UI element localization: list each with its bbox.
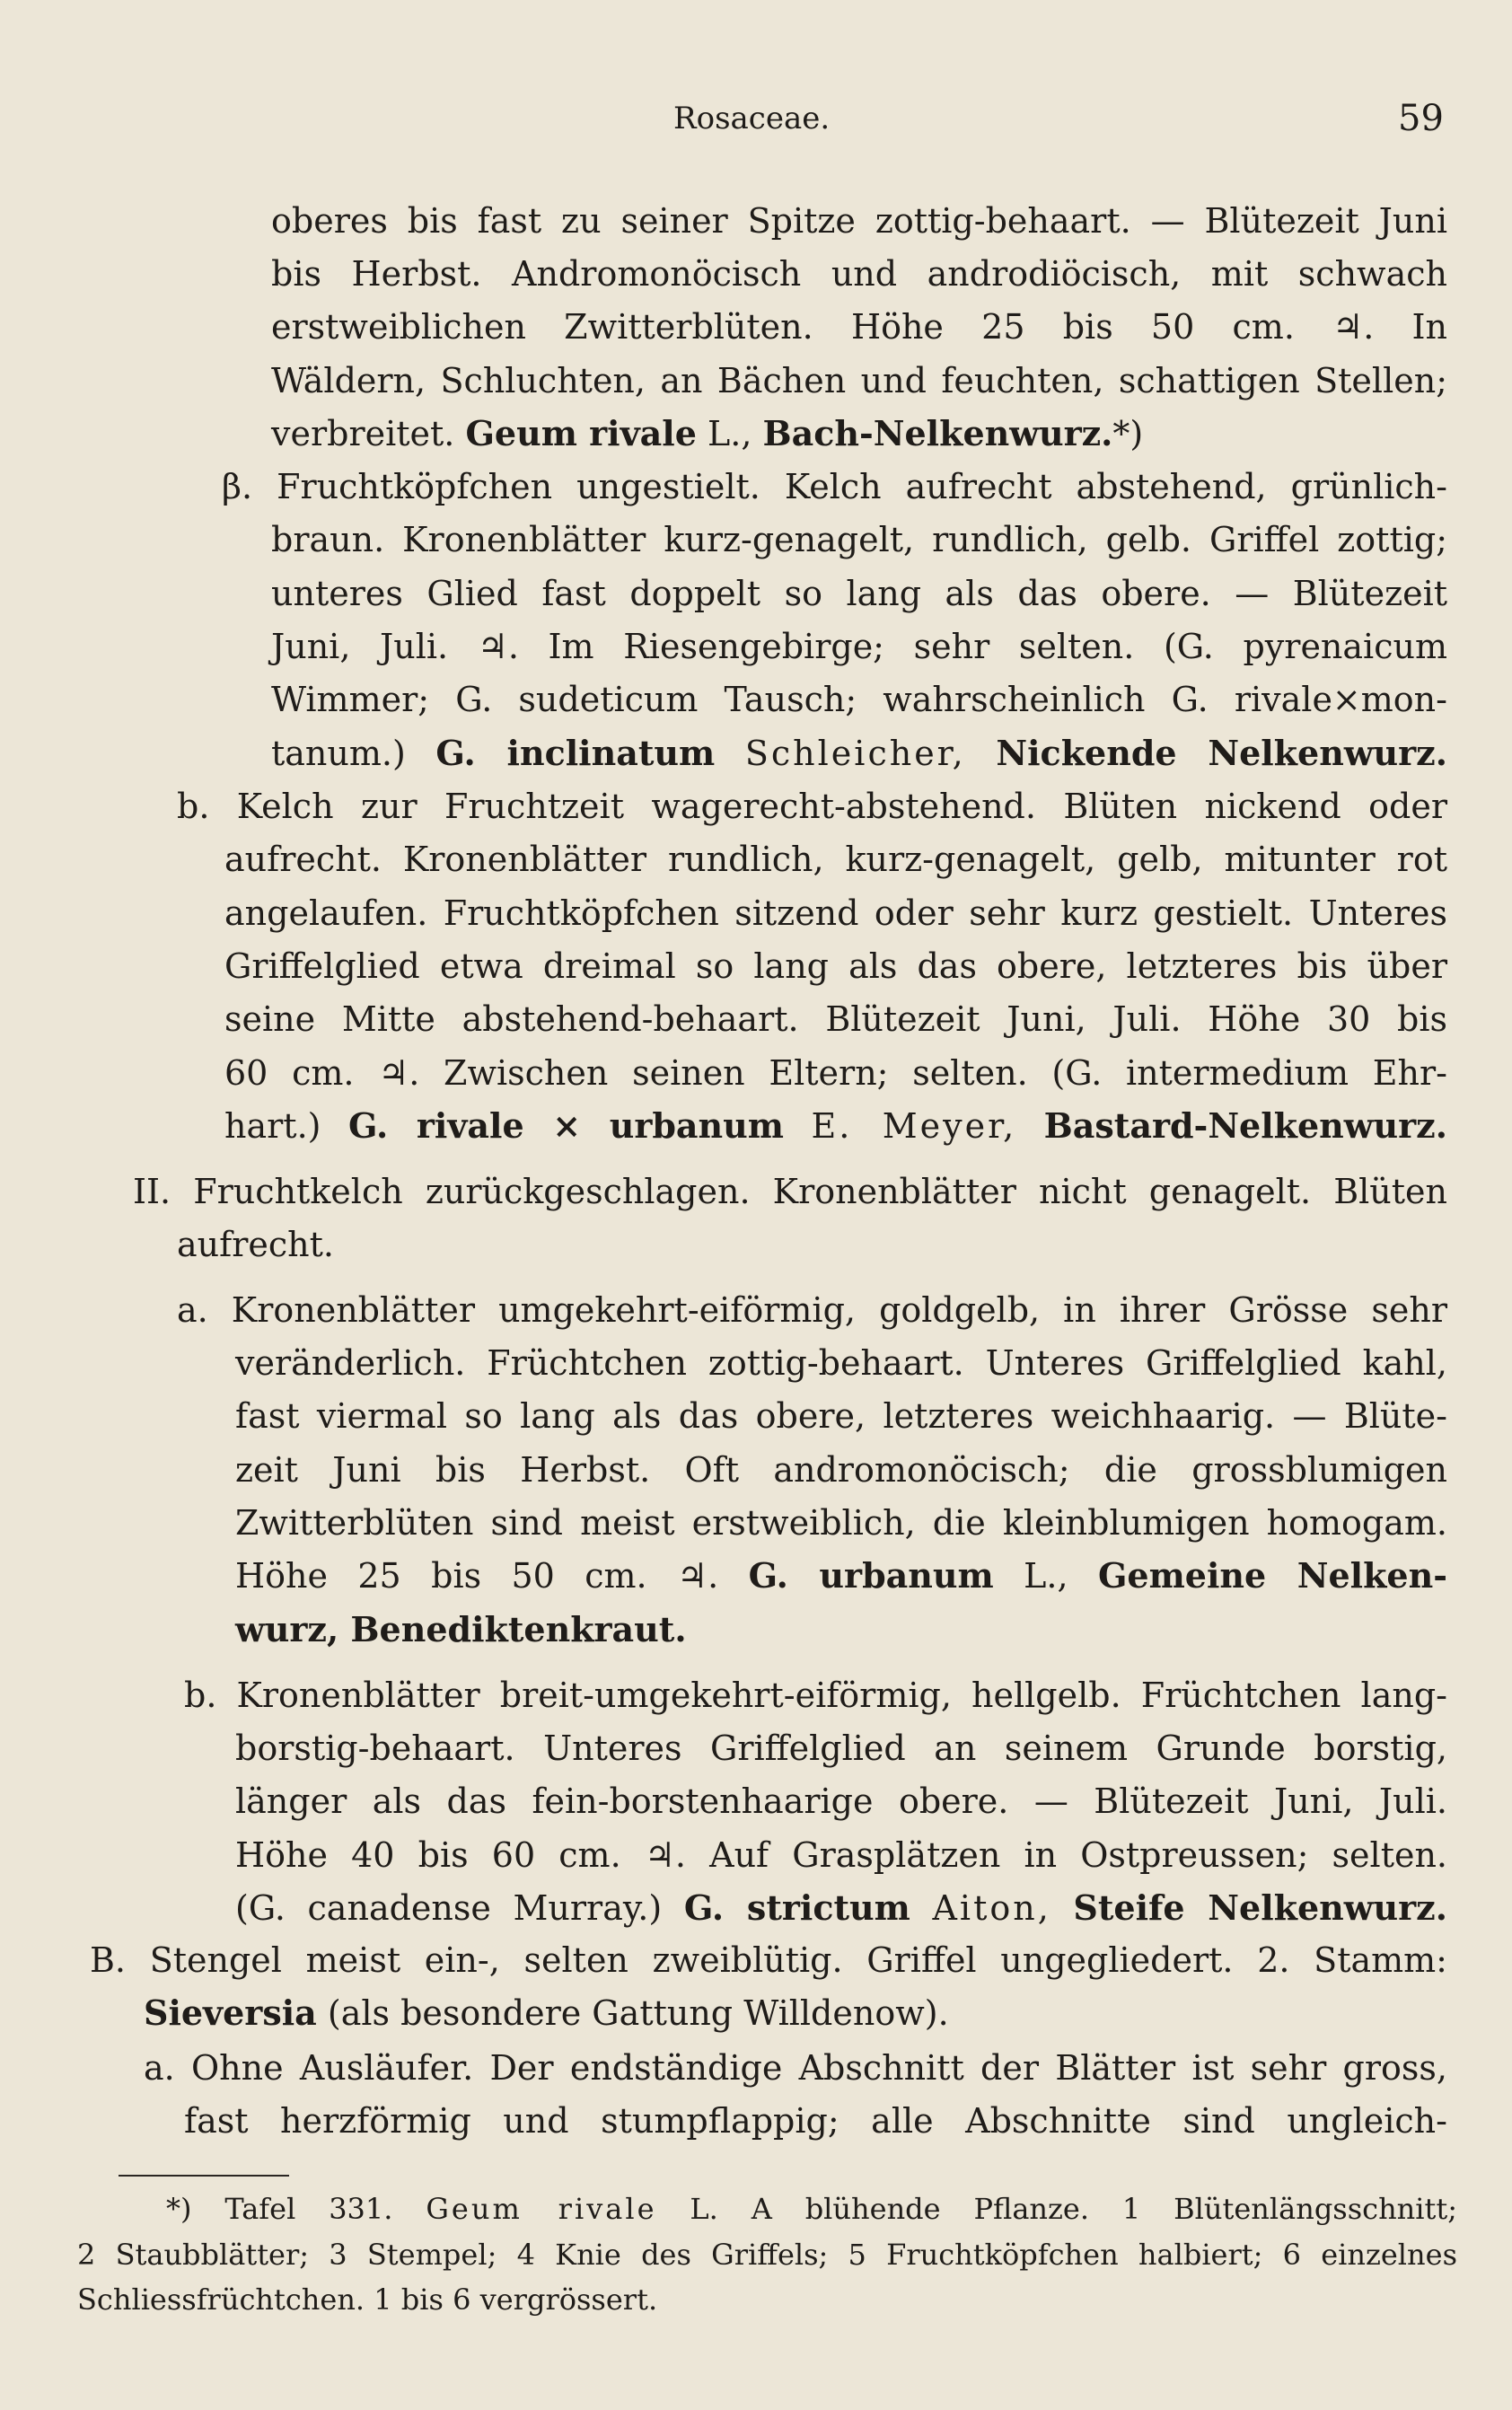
text-run: borstig-behaart. Unteres Griffelglied an seinem Grunde borstig,	[235, 1728, 1447, 1768]
text-run: Schliessfrüchtchen. 1 bis 6 vergrössert.	[77, 2282, 658, 2317]
text-run: Höhe 40 bis 60 cm. ♃. Auf Grasplätzen in Ostpreussen; selten.	[235, 1835, 1447, 1875]
text-run	[715, 734, 745, 773]
text-line	[224, 837, 1447, 882]
text-line	[271, 251, 1447, 296]
text-run: L. A blühende Pflanze. 1 Blütenlängsschnitt;	[656, 2192, 1458, 2226]
taxon-name: Steife Nelkenwurz.	[1073, 1887, 1447, 1928]
taxon-name: Bastard-Nelkenwurz.	[1043, 1105, 1447, 1146]
text-line	[271, 731, 1447, 776]
text-line	[235, 1779, 1447, 1824]
text-run: tanum.)	[271, 734, 436, 773]
text-run: L.,	[696, 414, 763, 453]
text-run: (als besondere Gattung Willdenow).	[316, 1993, 949, 2033]
text-run: erstweiblichen Zwitterblüten. Höhe 25 bis 50 cm. ♃. In	[271, 307, 1447, 347]
text-line	[177, 1288, 1447, 1333]
text-line	[224, 944, 1447, 989]
text-run: Wimmer; G. sudeticum Tausch; wahrscheinlich G. rivale×mon-	[271, 680, 1447, 719]
footnote-line	[77, 2237, 1457, 2273]
text-line	[271, 677, 1447, 722]
text-run: aufrecht.	[177, 1225, 334, 1264]
taxon-name: Nickende Nelkenwurz.	[996, 733, 1447, 773]
taxon-name: Geum rivale	[465, 413, 697, 453]
text-line	[235, 1833, 1447, 1878]
text-run	[784, 1106, 811, 1146]
taxon-name: wurz, Benediktenkraut.	[235, 1609, 687, 1649]
text-run	[1016, 1106, 1043, 1146]
text-run: Griffelglied etwa dreimal so lang als das obere, letzteres bis über	[224, 946, 1447, 986]
footnote-line	[77, 2282, 796, 2318]
text-run: L.,	[993, 1556, 1098, 1596]
text-line	[184, 2098, 1447, 2143]
text-run: II. Fruchtkelch zurückgeschlagen. Kronenblätter nicht genagelt. Blüten	[133, 1172, 1447, 1211]
author-name: Geum rivale	[426, 2192, 657, 2226]
author-name: E. Meyer,	[811, 1106, 1017, 1146]
text-run: angelaufen. Fruchtköpfchen sitzend oder sehr kurz gestielt. Unteres	[224, 893, 1447, 933]
text-run: Wäldern, Schluchten, an Bächen und feuchten, schattigen Stellen;	[271, 361, 1447, 400]
text-run: β. Fruchtköpfchen ungestielt. Kelch aufrecht abstehend, grünlich-	[222, 467, 1447, 506]
text-run: aufrecht. Kronenblätter rundlich, kurz-genagelt, gelb, mitunter rot	[224, 840, 1447, 879]
text-line	[235, 1341, 1447, 1385]
taxon-name: Sieversia	[144, 1992, 317, 2033]
text-run: fast herzförmig und stumpflappig; alle Abschnitte sind ungleich-	[184, 2101, 1447, 2141]
text-run: B. Stengel meist ein-, selten zweiblütig. Griffel ungegliedert. 2. Stamm:	[90, 1940, 1447, 1980]
text-line	[224, 891, 1447, 936]
text-run: *) Tafel 331.	[166, 2192, 426, 2226]
text-run: 2 Staubblätter; 3 Stempel; 4 Knie des Griffels; 5 Fruchtköpfchen halbiert; 6 einzelnes	[77, 2238, 1457, 2272]
page-number: 59	[1398, 98, 1444, 139]
text-line	[90, 1938, 1447, 1983]
text-run: verbreitet.	[271, 414, 466, 453]
text-line	[235, 1394, 1447, 1438]
text-line	[271, 624, 1447, 669]
text-line	[144, 2045, 1447, 2090]
text-run: Höhe 25 bis 50 cm. ♃.	[235, 1556, 749, 1596]
text-run	[966, 734, 997, 773]
taxon-name: G. urbanum	[748, 1555, 994, 1596]
text-line	[224, 997, 1447, 1042]
footnote-line	[166, 2191, 1457, 2227]
text-line	[271, 358, 1447, 403]
taxon-name: G. inclinatum	[435, 733, 716, 773]
text-run: seine Mitte abstehend-behaart. Blütezeit Juni, Juli. Höhe 30 bis	[224, 999, 1447, 1039]
text-run: bis Herbst. Andromonöcisch und androdiöcisch, mit schwach	[271, 254, 1447, 294]
text-run	[1051, 1888, 1074, 1928]
text-run: b. Kelch zur Fruchtzeit wagerecht-abstehend. Blüten nickend oder	[177, 787, 1447, 826]
author-name: Aiton,	[932, 1888, 1051, 1928]
footnote-rule	[119, 2175, 289, 2177]
text-line	[144, 1991, 1447, 2036]
taxon-name: Bach-Nelkenwurz.	[762, 413, 1113, 453]
taxon-name: G. strictum	[683, 1887, 910, 1928]
text-run: a. Kronenblätter umgekehrt-eiförmig, goldgelb, in ihrer Grösse sehr	[177, 1290, 1447, 1330]
text-line	[271, 198, 1447, 243]
text-line	[177, 1222, 1447, 1267]
text-line	[271, 571, 1447, 616]
text-line	[222, 464, 1447, 509]
text-line	[184, 1673, 1447, 1718]
text-line	[235, 1500, 1447, 1545]
text-run: b. Kronenblätter breit-umgekehrt-eiförmig, hellgelb. Früchtchen lang-	[184, 1676, 1447, 1715]
text-line	[235, 1607, 1447, 1652]
text-line	[177, 784, 1447, 829]
text-run: (G. canadense Murray.)	[235, 1888, 684, 1928]
text-run: braun. Kronenblätter kurz-genagelt, rundlich, gelb. Griffel zottig;	[271, 520, 1447, 559]
text-run: Zwitterblüten sind meist erstweiblich, die kleinblumigen homogam.	[235, 1503, 1447, 1543]
text-run: unteres Glied fast doppelt so lang als das obere. — Blütezeit	[271, 574, 1447, 613]
text-run: *)	[1112, 414, 1144, 453]
text-line	[271, 517, 1447, 562]
text-line	[235, 1886, 1447, 1931]
text-line	[235, 1726, 1447, 1771]
text-run: a. Ohne Ausläufer. Der endständige Abschnitt der Blätter ist sehr gross,	[144, 2048, 1447, 2088]
text-line	[224, 1051, 1447, 1095]
text-line	[271, 304, 1447, 349]
text-run: 60 cm. ♃. Zwischen seinen Eltern; selten. (G. intermedium Ehr-	[224, 1053, 1447, 1093]
taxon-name: G. rivale × urbanum	[347, 1105, 785, 1146]
author-name: Schleicher,	[744, 734, 966, 773]
text-run: Juni, Juli. ♃. Im Riesengebirge; sehr selten. (G. pyrenaicum	[271, 627, 1447, 666]
running-header: Rosaceae.	[673, 101, 831, 136]
text-line	[235, 1447, 1447, 1492]
text-line	[235, 1553, 1447, 1598]
text-run: hart.)	[224, 1106, 348, 1146]
text-run	[910, 1888, 933, 1928]
text-run: oberes bis fast zu seiner Spitze zottig-behaart. — Blütezeit Juni	[271, 201, 1447, 241]
text-run: länger als das fein-borstenhaarige obere. — Blütezeit Juni, Juli.	[235, 1781, 1447, 1821]
text-line	[271, 411, 1447, 456]
text-line	[224, 1104, 1447, 1148]
text-run: zeit Juni bis Herbst. Oft andromonöcisch; die grossblumigen	[235, 1450, 1447, 1490]
text-run: veränderlich. Früchtchen zottig-behaart. Unteres Griffelglied kahl,	[235, 1343, 1447, 1383]
text-run: fast viermal so lang als das obere, letzteres weichhaarig. — Blüte-	[235, 1396, 1447, 1436]
text-line	[133, 1169, 1447, 1214]
taxon-name: Gemeine Nelken-	[1097, 1555, 1447, 1596]
